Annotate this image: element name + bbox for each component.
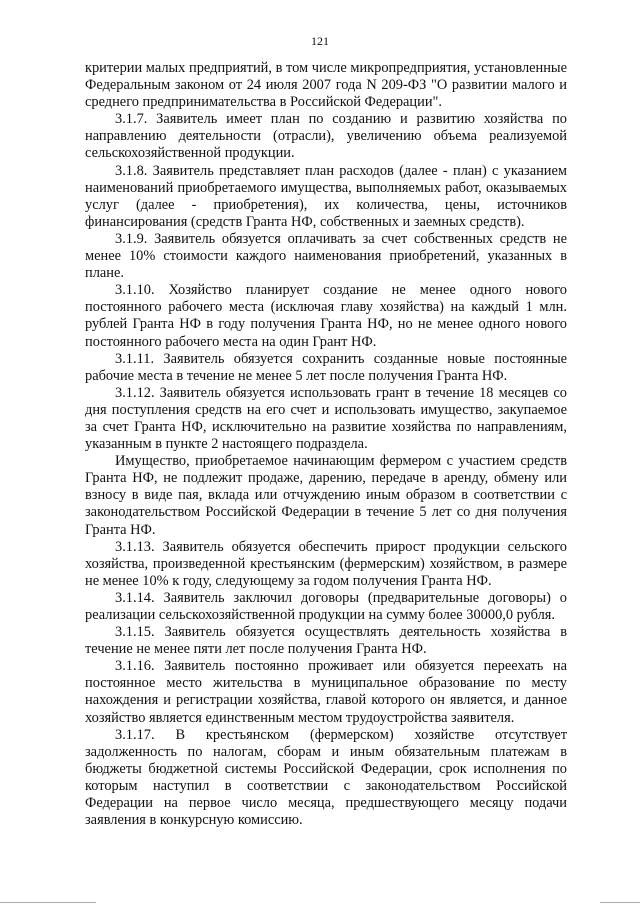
paragraph-3-1-16: 3.1.16. Заявитель постоянно проживает или обязуется переехать на постоянное место жительства в муниципальное образование по месту нахождения и регистрации хозяйства, главой которого он является, и данное хозяйство является единственным местом трудоустройства заявителя. bbox=[85, 658, 567, 726]
paragraph-intro-criteria: критерии малых предприятий, в том числе микропредприятия, установленные Федеральным законом от 24 июля 2007 года N 209-ФЗ "О развитии малого и среднего предпринимательства в Российской Федерации". bbox=[85, 60, 567, 111]
paragraph-3-1-7: 3.1.7. Заявитель имеет план по созданию и развитию хозяйства по направлению деятельности (отрасли), увеличению объема реализуемой сельскохозяйственной продукции. bbox=[85, 111, 567, 162]
paragraph-3-1-17: 3.1.17. В крестьянском (фермерском) хозяйстве отсутствует задолженность по налогам, сборам и иным обязательным платежам в бюджеты бюджетной системы Российской Федерации, срок исполнения по которым наступил в соответствии с законодательством Российской Федерации на первое число месяца, предшествующего месяцу подачи заявления в конкурсную комиссию. bbox=[85, 726, 567, 829]
scan-edge-mark-right bbox=[600, 902, 640, 903]
paragraph-property-restriction: Имущество, приобретаемое начинающим фермером с участием средств Гранта НФ, не подлежит продаже, дарению, передаче в аренду, обмену или взносу в виде пая, вклада или отчуждению иным образом в соответствии с законодательством Российской Федерации в течение 5 лет со дня получения Гранта НФ. bbox=[85, 453, 567, 538]
document-body bbox=[85, 60, 567, 829]
paragraph-3-1-9: 3.1.9. Заявитель обязуется оплачивать за счет собственных средств не менее 10% стоимости каждого наименования приобретений, указанных в плане. bbox=[85, 230, 567, 282]
paragraph-3-1-13: 3.1.13. Заявитель обязуется обеспечить прирост продукции сельского хозяйства, произведенной крестьянским (фермерским) хозяйством, в размере не менее 10% к году, следующему за годом получения Гранта НФ. bbox=[85, 538, 567, 589]
paragraph-3-1-8: 3.1.8. Заявитель представляет план расходов (далее - план) с указанием наименований приобретаемого имущества, выполняемых работ, оказываемых услуг (далее - приобретения), их количества, цены, источников финансирования (средств Гранта НФ, собственных и заемных средств). bbox=[85, 162, 567, 230]
paragraph-3-1-14: 3.1.14. Заявитель заключил договоры (предварительные договоры) о реализации сельскохозяйственной продукции на сумму более 30000,0 рубля. bbox=[85, 589, 567, 623]
paragraph-3-1-10: 3.1.10. Хозяйство планирует создание не менее одного нового постоянного рабочего места (исключая главу хозяйства) на каждый 1 млн. рублей Гранта НФ в году получения Гранта НФ, но не менее одного нового постоянного рабочего места на один Грант НФ. bbox=[85, 282, 567, 350]
paragraph-3-1-11: 3.1.11. Заявитель обязуется сохранить созданные новые постоянные рабочие места в течение не менее 5 лет после получения Гранта НФ. bbox=[85, 350, 567, 384]
paragraph-3-1-15: 3.1.15. Заявитель обязуется осуществлять деятельность хозяйства в течение не менее пяти лет после получения Гранта НФ. bbox=[85, 624, 567, 658]
scan-edge-mark-left bbox=[0, 902, 96, 903]
page-number: 121 bbox=[311, 34, 329, 48]
paragraph-3-1-12: 3.1.12. Заявитель обязуется использовать грант в течение 18 месяцев со дня поступления средств на его счет и использовать имущество, закупаемое за счет Гранта НФ, исключительно на развитие хозяйства по направлениям, указанным в пункте 2 настоящего подраздела. bbox=[85, 384, 567, 453]
